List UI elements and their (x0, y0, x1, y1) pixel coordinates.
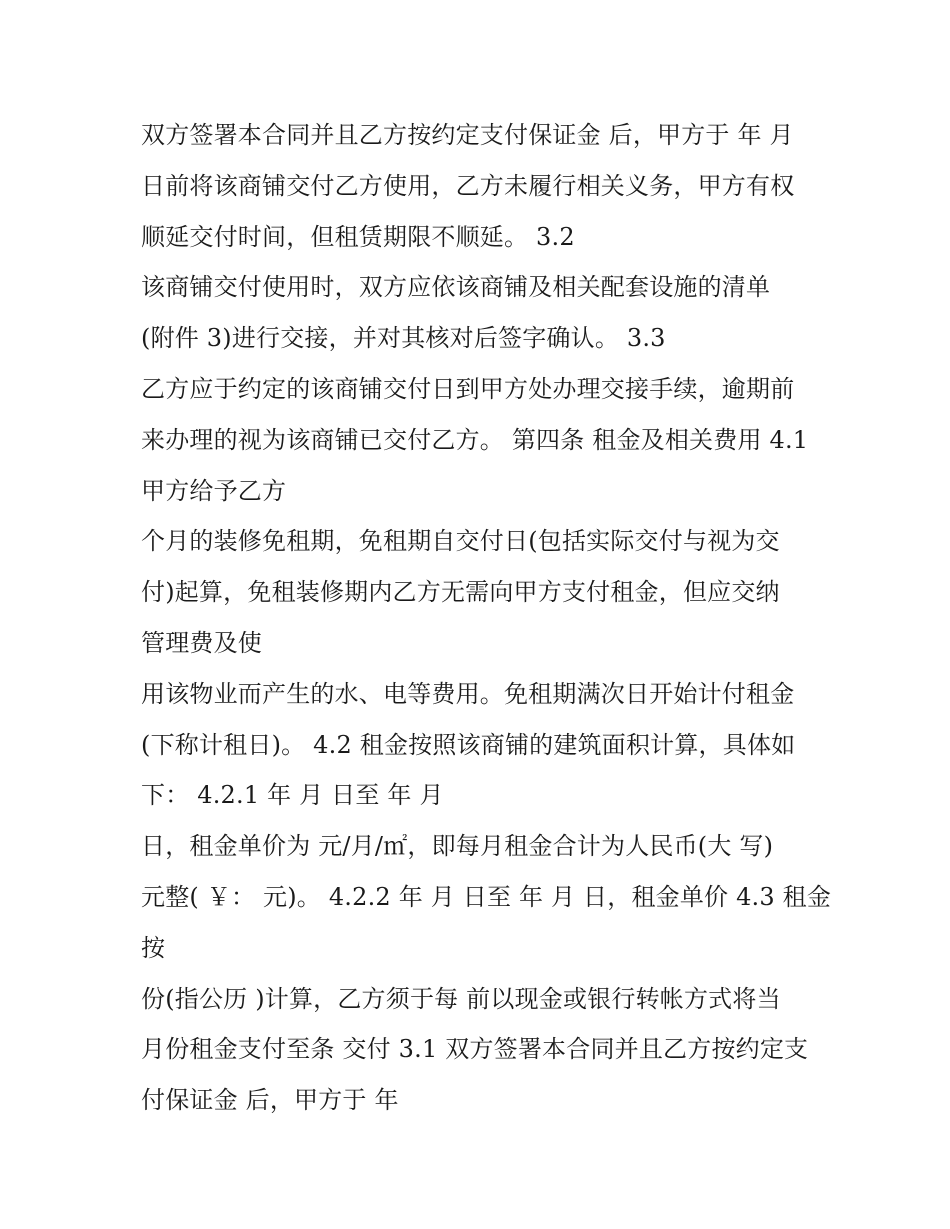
text-line: (附件 3)进行交接，并对其核对后签字确认。 3.3 (141, 324, 666, 353)
text-line: 日前将该商铺交付乙方使用，乙方未履行相关义务，甲方有权 (141, 171, 795, 200)
text-line: 来办理的视为该商铺已交付乙方。 第四条 租金及相关费用 4.1 (141, 425, 809, 454)
contract-text (141, 110, 841, 1126)
text-line: 按 (141, 933, 166, 962)
text-line: 付)起算，免租装修期内乙方无需向甲方支付租金，但应交纳 (141, 578, 780, 607)
text-line: 付保证金 后，甲方于 年 (141, 1086, 399, 1115)
text-line: 月份租金支付至条 交付 3.1 双方签署本合同并且乙方按约定支 (141, 1035, 809, 1064)
text-line: 个月的装修免租期，免租期自交付日(包括实际交付与视为交 (141, 527, 780, 556)
text-line: 甲方给予乙方 (141, 476, 287, 505)
text-line: 该商铺交付使用时，双方应依该商铺及相关配套设施的清单 (141, 273, 771, 302)
text-line: 元整( ￥： 元)。 4.2.2 年 月 日至 年 月 日，租金单价 4.3 租金 (141, 882, 832, 911)
text-line: 管理费及使 (141, 628, 262, 657)
text-line: 用该物业而产生的水、电等费用。免租期满次日开始计付租金 (141, 679, 795, 708)
text-line: 日，租金单价为 元/月/㎡，即每月租金合计为人民币(大 写) (141, 832, 774, 861)
text-line: (下称计租日)。 4.2 租金按照该商铺的建筑面积计算，具体如 (141, 730, 796, 759)
text-line: 乙方应于约定的该商铺交付日到甲方处办理交接手续，逾期前 (141, 374, 795, 403)
text-line: 双方签署本合同并且乙方按约定支付保证金 后，甲方于 年 月 (141, 121, 794, 149)
text-line: 下： 4.2.1 年 月 日至 年 月 (141, 781, 444, 810)
text-line: 份(指公历 )计算，乙方须于每 前以现金或银行转帐方式将当 (141, 984, 781, 1013)
text-line: 顺延交付时间，但租赁期限不顺延。 3.2 (141, 222, 575, 251)
